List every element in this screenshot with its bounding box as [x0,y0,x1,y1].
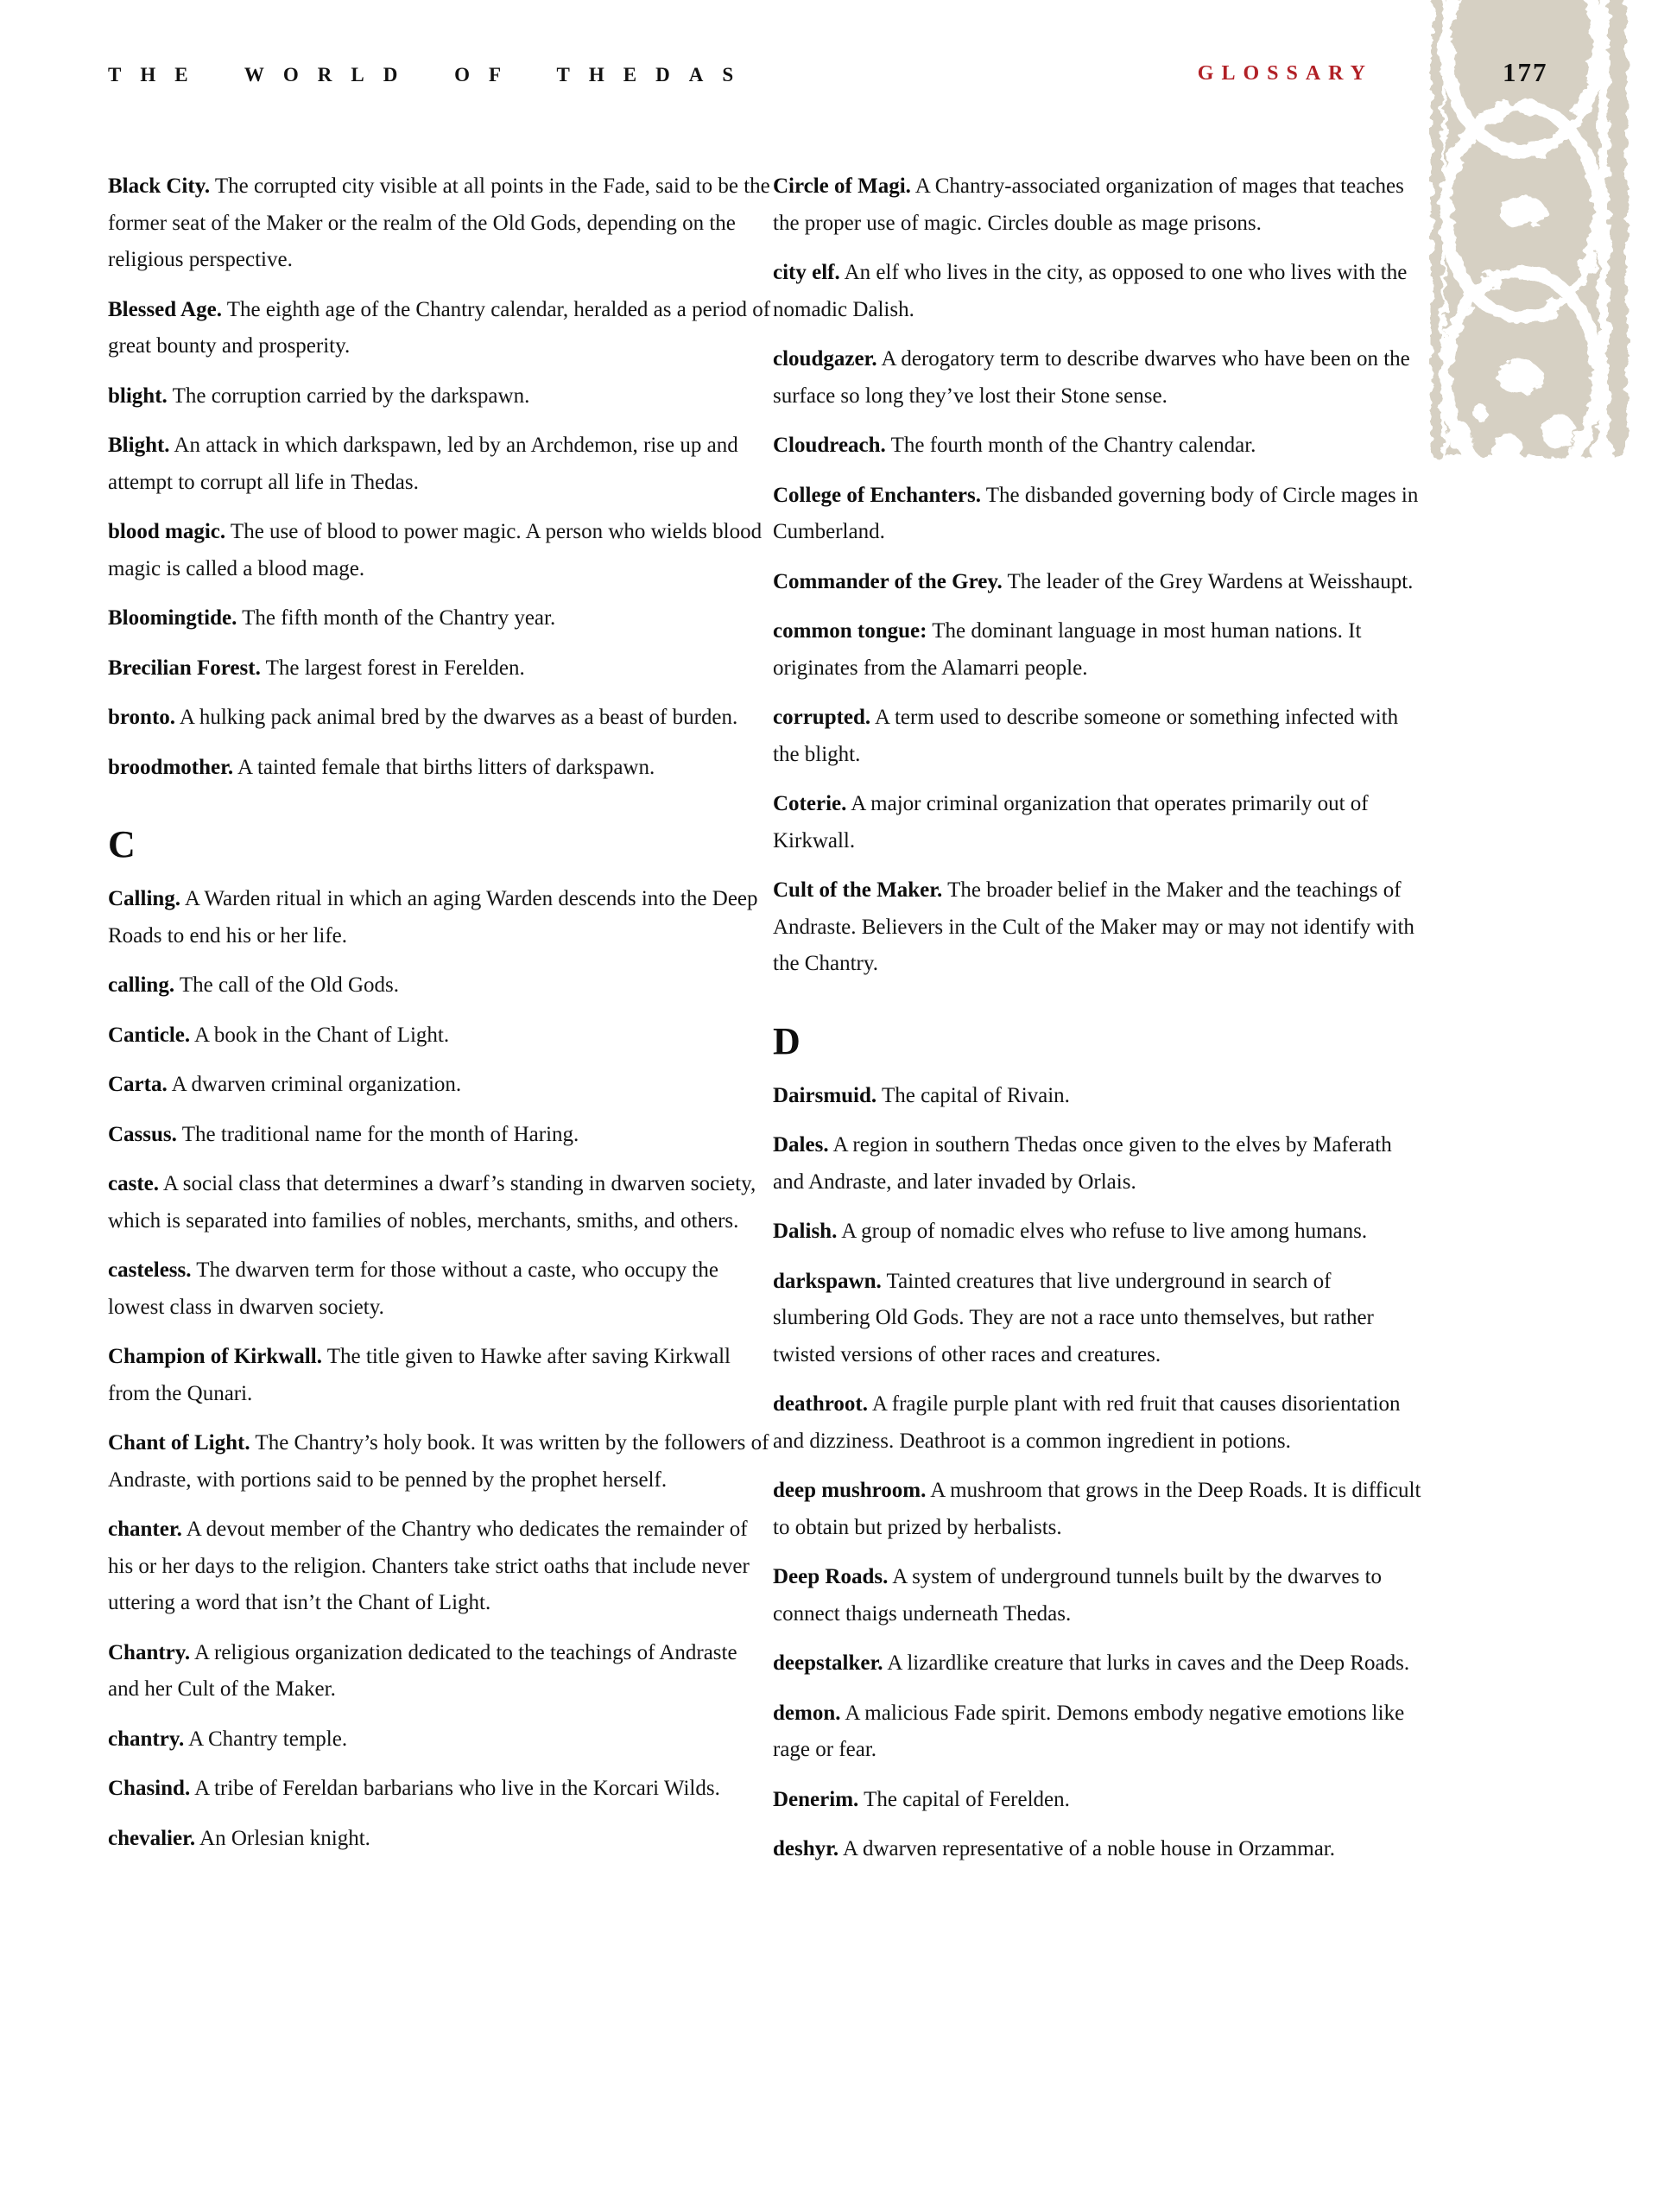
glossary-term: Blessed Age. [108,297,222,321]
glossary-definition: Tainted creatures that live underground in search of slumbering Old Gods. They are not a race unto themselves, but rather twisted versions of other races and creatures. [773,1269,1374,1366]
glossary-term: Chasind. [108,1777,191,1800]
glossary-definition: A term used to describe someone or something infected with the blight. [773,706,1399,766]
glossary-definition: The disbanded governing body of Circle mages in Cumberland. [773,483,1419,543]
glossary-entry [773,872,1422,983]
glossary-definition: A system of underground tunnels built by the dwarves to connect thaigs underneath Thedas. [773,1565,1383,1626]
glossary-entry [773,478,1422,551]
glossary-definition: The traditional name for the month of Haring. [176,1122,579,1146]
glossary-definition: A Warden ritual in which an aging Warden descends into the Deep Roads to end his or her life. [108,887,758,948]
glossary-entry [108,1252,773,1326]
glossary-entry [773,1386,1422,1460]
glossary-term: corrupted. [773,706,871,729]
glossary-term: Cloudreach. [773,434,886,457]
glossary-term: Deep Roads. [773,1565,889,1588]
glossary-definition: A social class that determines a dwarf’s standing in dwarven society, which is separated into families of nobles, merchants, smiths, and others. [108,1172,756,1233]
running-head-section-title: GLOSSARY [1197,62,1373,85]
glossary-definition: A malicious Fade spirit. Demons embody negative emotions like rage or fear. [773,1701,1405,1761]
glossary-column-right [773,168,1422,1881]
glossary-entry [108,967,773,1005]
glossary-definition: An attack in which darkspawn, led by an Archdemon, rise up and attempt to corrupt all life in Thedas. [108,434,738,494]
glossary-entry [773,1831,1422,1868]
glossary-term: city elf. [773,261,840,284]
glossary-entry [773,1782,1422,1819]
glossary-term: calling. [108,973,175,997]
glossary-definition: The corrupted city visible at all points in the Fade, said to be the former seat of the Maker or the realm of the Old Gods, depending on the religious perspective. [108,174,770,271]
glossary-term: chantry. [108,1727,185,1751]
glossary-entry [773,564,1422,601]
glossary-definition: The capital of Rivain. [876,1083,1070,1107]
glossary-definition: An Orlesian knight. [195,1826,370,1850]
decorative-border-strip [1429,0,1658,605]
glossary-term: Dairsmuid. [773,1083,877,1107]
glossary-entry [108,378,773,415]
glossary-entry [108,700,773,737]
glossary-entry [108,1017,773,1055]
glossary-definition: The capital of Ferelden. [858,1787,1070,1811]
glossary-entry [773,428,1422,465]
glossary-entry [773,700,1422,773]
glossary-term: broodmother. [108,755,234,779]
glossary-definition: A dwarven criminal organization. [167,1073,462,1096]
glossary-definition: The largest forest in Ferelden. [260,656,525,680]
glossary-definition: The eighth age of the Chantry calendar, heralded as a period of great bounty and prosperity. [108,297,771,358]
glossary-term: cloudgazer. [773,347,877,371]
glossary-entry [773,1695,1422,1769]
glossary-term: Denerim. [773,1787,859,1811]
glossary-term: deepstalker. [773,1651,883,1675]
glossary-term: Bloomingtide. [108,606,237,630]
glossary-definition: The call of the Old Gods. [174,973,399,997]
glossary-definition: The leader of the Grey Wardens at Weisshaupt. [1002,569,1414,593]
glossary-entry [773,1078,1422,1115]
glossary-term: bronto. [108,706,176,729]
glossary-entry [773,1214,1422,1251]
glossary-definition: A derogatory term to describe dwarves who have been on the surface so long they’ve lost their Stone sense. [773,347,1410,408]
glossary-term: Commander of the Grey. [773,569,1003,593]
glossary-entry [108,1512,773,1622]
glossary-entry [108,1635,773,1708]
glossary-column-left [108,168,773,1870]
glossary-entry [108,1425,773,1499]
running-head-book-title: THE WORLD OF THEDAS [108,64,753,86]
glossary-entry [108,1339,773,1412]
glossary-definition: A Chantry-associated organization of mages that teaches the proper use of magic. Circles double as mage prisons. [773,174,1404,235]
glossary-definition: A Chantry temple. [184,1727,348,1751]
glossary-entry [773,1127,1422,1201]
glossary-entry [773,255,1422,328]
glossary-term: Dales. [773,1133,829,1157]
glossary-term: demon. [773,1701,841,1725]
glossary-entry [108,428,773,501]
glossary-term: chevalier. [108,1826,196,1850]
glossary-definition: A fragile purple plant with red fruit that causes disorientation and dizziness. Deathroot is a common ingredient in potions. [773,1392,1401,1453]
glossary-term: Champion of Kirkwall. [108,1345,322,1368]
glossary-definition: A lizardlike creature that lurks in caves and the Deep Roads. [883,1651,1410,1675]
glossary-term: Blight. [108,434,170,457]
glossary-entry [108,600,773,637]
glossary-term: Chant of Light. [108,1431,250,1455]
glossary-definition: The broader belief in the Maker and the teachings of Andraste. Believers in the Cult of the Maker may or may not identify with the Chantry. [773,878,1414,975]
glossary-term: Canticle. [108,1023,191,1047]
glossary-entry [773,1559,1422,1632]
section-letter: C [108,823,136,865]
glossary-entry [773,1473,1422,1546]
glossary-definition: A mushroom that grows in the Deep Roads. It is difficult to obtain but prized by herbalists. [773,1479,1421,1539]
glossary-entry [108,1166,773,1239]
glossary-entry [108,1821,773,1858]
glossary-term: caste. [108,1172,159,1195]
glossary-entry [773,613,1422,687]
glossary-definition: The use of blood to power magic. A person who wields blood magic is called a blood mage. [108,520,763,580]
glossary-entry [773,1645,1422,1683]
glossary-definition: The title given to Hawke after saving Kirkwall from the Qunari. [108,1345,731,1405]
glossary-term: blood magic. [108,520,226,543]
glossary-definition: A dwarven representative of a noble house in Orzammar. [838,1837,1335,1860]
glossary-entry [773,168,1422,242]
glossary-term: deshyr. [773,1837,839,1860]
glossary-term: darkspawn. [773,1269,882,1293]
glossary-term: Circle of Magi. [773,174,911,198]
glossary-entry [108,514,773,587]
glossary-entry [108,750,773,787]
glossary-definition: A hulking pack animal bred by the dwarves as a beast of burden. [175,706,738,729]
glossary-term: Brecilian Forest. [108,656,261,680]
section-letter: D [773,1019,801,1062]
glossary-definition: A group of nomadic elves who refuse to live among humans. [837,1220,1368,1243]
glossary-definition: An elf who lives in the city, as opposed to one who lives with the nomadic Dalish. [773,261,1408,321]
glossary-entry [108,1067,773,1104]
glossary-term: Black City. [108,174,211,198]
circle-lattice-ornament [1429,0,1658,605]
glossary-definition: The fifth month of the Chantry year. [237,606,556,630]
glossary-term: deep mushroom. [773,1479,927,1502]
glossary-definition: A major criminal organization that operates primarily out of Kirkwall. [773,792,1369,852]
glossary-term: Coterie. [773,792,847,815]
glossary-entry [108,881,773,954]
glossary-term: Chantry. [108,1640,191,1664]
glossary-definition: A book in the Chant of Light. [190,1023,450,1047]
glossary-entry [108,292,773,365]
glossary-entry [108,1771,773,1808]
glossary-definition: A tainted female that births litters of darkspawn. [233,755,655,779]
glossary-term: blight. [108,383,168,408]
glossary-term: chanter. [108,1518,182,1541]
glossary-definition: The fourth month of the Chantry calendar. [885,434,1256,457]
glossary-term: College of Enchanters. [773,483,981,507]
glossary-definition: A devout member of the Chantry who dedicates the remainder of his or her days to the religion. Chanters take strict oaths that include never uttering a word that isn’t the Chant of Light. [108,1518,750,1614]
glossary-term: deathroot. [773,1392,868,1416]
glossary-entry [108,168,773,279]
glossary-term: Cassus. [108,1122,177,1146]
glossary-definition: The Chantry’s holy book. It was written by the followers of Andraste, with portions said to be penned by the prophet herself. [108,1431,769,1492]
glossary-definition: A religious organization dedicated to the teachings of Andraste and her Cult of the Maker. [108,1640,737,1701]
glossary-term: common tongue: [773,619,927,643]
glossary-definition: A tribe of Fereldan barbarians who live in the Korcari Wilds. [190,1777,720,1800]
glossary-entry [108,1117,773,1154]
page-number: 177 [1503,57,1548,87]
glossary-definition: The dwarven term for those without a caste, who occupy the lowest class in dwarven society. [108,1258,718,1319]
glossary-term: Calling. [108,887,181,910]
glossary-definition: The corruption carried by the darkspawn. [167,383,530,408]
glossary-entry [773,786,1422,859]
glossary-entry [108,650,773,688]
glossary-term: casteless. [108,1258,192,1282]
glossary-entry [773,1264,1422,1374]
glossary-term: Cult of the Maker. [773,878,943,902]
glossary-entry [108,1721,773,1759]
glossary-definition: The dominant language in most human nations. It originates from the Alamarri people. [773,619,1362,680]
glossary-definition: A region in southern Thedas once given to the elves by Maferath and Andraste, and later invaded by Orlais. [773,1133,1392,1194]
glossary-term: Carta. [108,1073,168,1096]
glossary-term: Dalish. [773,1220,838,1243]
glossary-entry [773,341,1422,415]
